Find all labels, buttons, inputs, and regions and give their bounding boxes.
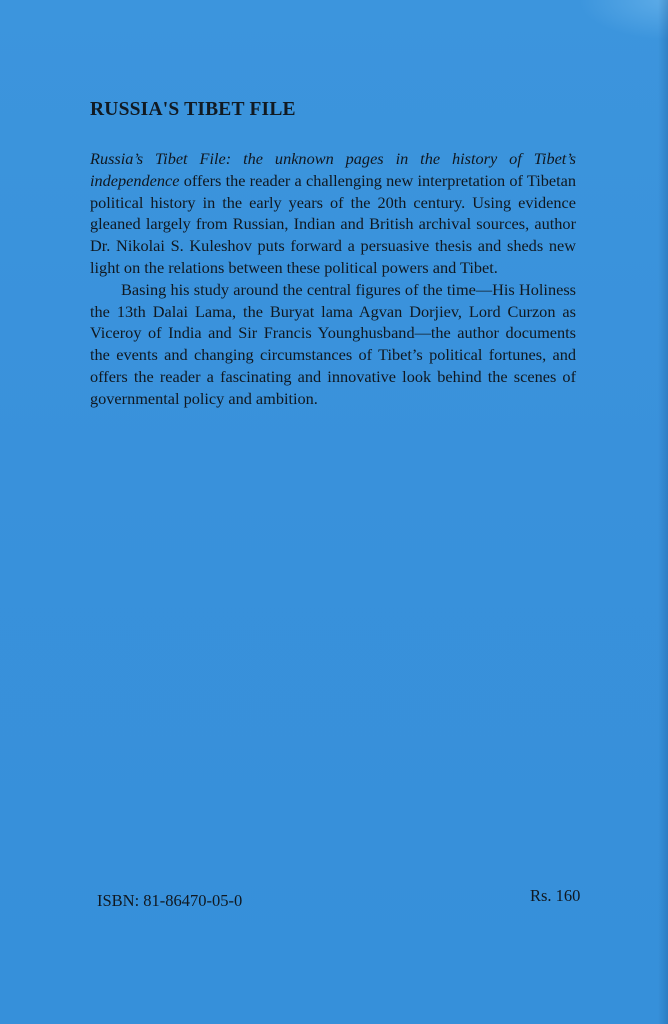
book-title: RUSSIA'S TIBET FILE (90, 99, 296, 120)
blurb-book-title-italic: Russia’s Tibet File: the unknown pages in the history of Tibet’s independence (90, 149, 576, 190)
blurb-paragraph-2: Basing his study around the central figures of the time—His Holiness the 13th Dalai Lama, the Buryat lama Agvan Dorjiev, Lord Curzon as Viceroy of India and Sir Francis Younghusband—the author documents the events and changing circumstances of Tibet’s political fortunes, and offers the reader a fascinating and innovative look behind the scenes of governmental policy and ambition. (90, 279, 576, 408)
isbn-number: ISBN: 81-86470-05-0 (97, 891, 243, 910)
blurb-paragraph-1 (90, 148, 576, 279)
blurb-paragraph-1-text: offers the reader a challenging new interpretation of Tibetan political history in the early years of the 20th century. Using evidence gleaned largely from Russian, Indian and British archival sources, author Dr. Nikolai S. Kuleshov puts forward a persuasive thesis and sheds new light on the relations between these political powers and Tibet. (90, 170, 576, 277)
price-label: Rs. 160 (530, 886, 581, 905)
cover-edge-shadow (658, 0, 668, 1024)
cover-corner-wear (578, 0, 668, 40)
book-blurb (90, 148, 576, 410)
